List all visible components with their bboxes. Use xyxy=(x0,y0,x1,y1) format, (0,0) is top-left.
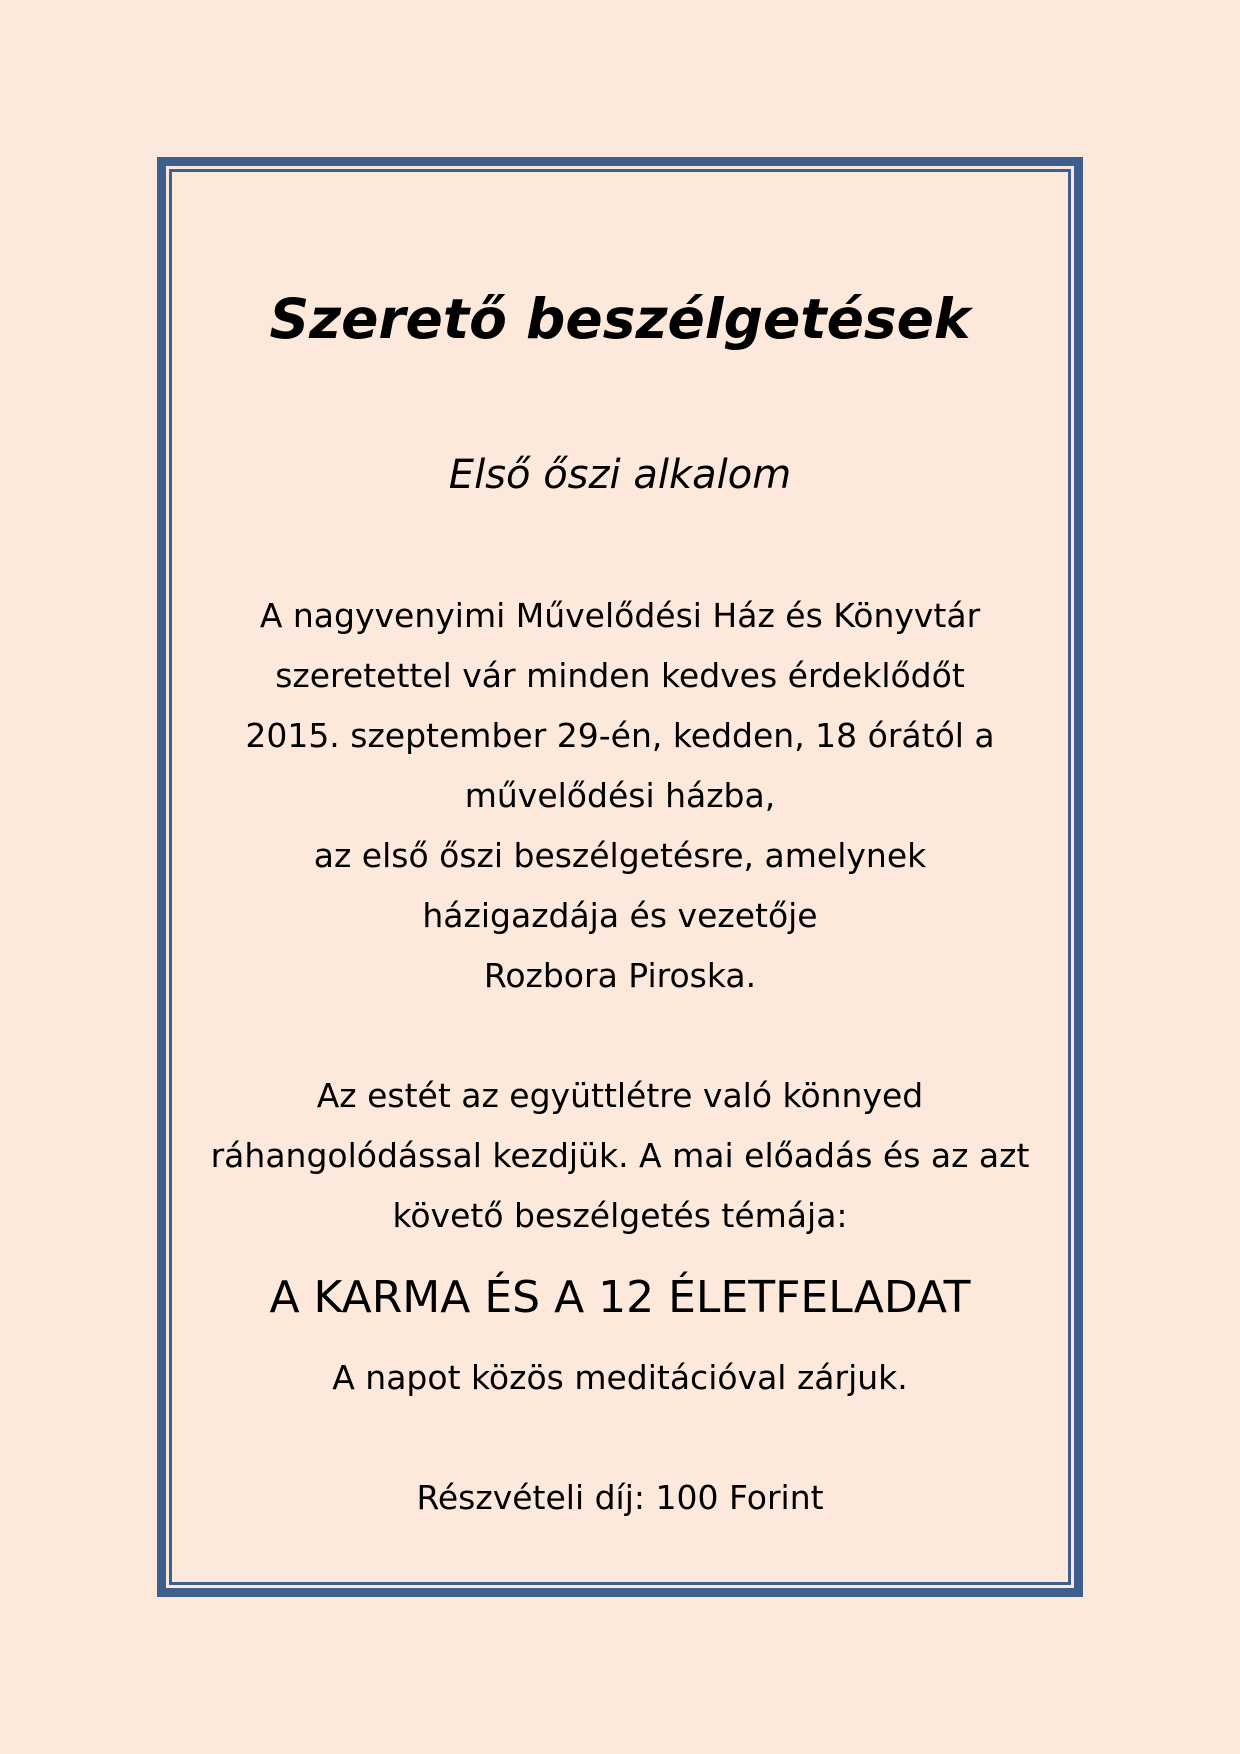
invitation-line: házigazdája és vezetője xyxy=(422,896,818,935)
participation-fee: Részvételi díj: 100 Forint xyxy=(416,1478,824,1517)
page-frame xyxy=(157,157,1083,1597)
invitation-line: A nagyvenyimi Művelődési Ház és Könyvtár xyxy=(259,596,981,635)
closing-text: A napot közös meditációval zárjuk. xyxy=(332,1358,908,1397)
page-title: Szerető beszélgetések xyxy=(269,287,971,351)
invitation-line: művelődési házba, xyxy=(464,776,776,815)
invitation-line: az első őszi beszélgetésre, amelynek xyxy=(313,836,927,875)
program-line: követő beszélgetés témája: xyxy=(392,1196,848,1235)
program-line: ráhangolódással kezdjük. A mai előadás és az azt xyxy=(210,1136,1030,1175)
program-line: Az estét az együttlétre való könnyed xyxy=(316,1076,924,1115)
invitation-line: 2015. szeptember 29-én, kedden, 18 órától a xyxy=(245,716,995,755)
topic-heading: A KARMA ÉS A 12 ÉLETFELADAT xyxy=(269,1272,971,1323)
invitation-paragraph xyxy=(176,586,1064,1006)
program-paragraph xyxy=(176,1066,1064,1246)
invitation-line: szeretettel vár minden kedves érdeklődőt xyxy=(275,656,965,695)
page-subtitle: Első őszi alkalom xyxy=(448,452,792,498)
host-name: Rozbora Piroska. xyxy=(483,956,757,995)
